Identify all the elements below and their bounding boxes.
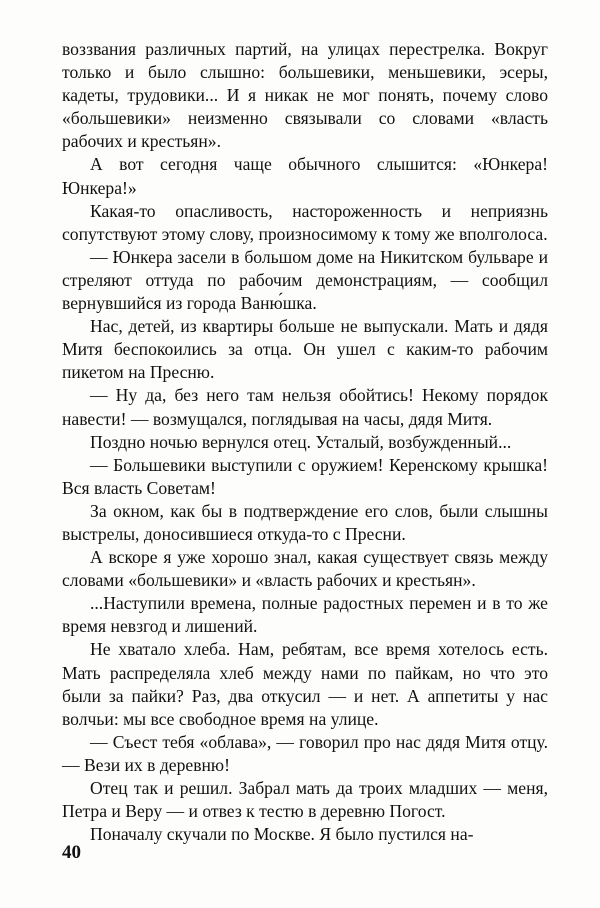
paragraph: — Съест тебя «облава», — говорил про нас дядя Митя отцу. — Вези их в деревню! [62, 731, 548, 775]
paragraph: воззвания различных партий, на улицах перестрелка. Вокруг только и было слышно: большевики, меньшевики, эсеры, кадеты, трудовики... И я никак не мог понять, почему слово «большевики» неизменно связывали со словами «власть рабочих и крестьян». [62, 39, 548, 152]
paragraph: — Большевики выступили с оружием! Керенскому крышка! Вся власть Советам! [62, 454, 548, 498]
paragraph: А вскоре я уже хорошо знал, какая существует связь между словами «большевики» и «власть рабочих и крестьян». [62, 547, 548, 591]
paragraph: — Юнкера засели в большом доме на Никитском бульваре и стреляют оттуда по рабочим демонстрациям, — сообщил вернувшийся из города Ваню́шка. [62, 246, 548, 314]
paragraph: Какая-то опасливость, настороженность и неприязнь сопутствуют этому слову, произносимому к тому же вполголоса. [62, 200, 548, 244]
body-text [62, 38, 548, 846]
paragraph: А вот сегодня чаще обычного слышится: «Юнкера! Юнкера!» [62, 154, 548, 198]
page-number: 40 [62, 842, 81, 863]
paragraph: ...Наступили времена, полные радостных перемен и в то же время невзгод и лишений. [62, 593, 548, 637]
paragraph: — Ну да, без него там нельзя обойтись! Некому порядок навести! — возмущался, поглядывая на часы, дядя Митя. [62, 385, 548, 429]
paragraph: Отец так и решил. Забрал мать да троих младших — меня, Петра и Веру — и отвез к тестю в деревню Погост. [62, 778, 548, 822]
paragraph: Поздно ночью вернулся отец. Усталый, возбужденный... [90, 431, 512, 452]
paragraph: Поначалу скучали по Москве. Я было пустился на- [90, 824, 474, 845]
paragraph: Не хватало хлеба. Нам, ребятам, все время хотелось есть. Мать распределяла хлеб между нами по пайкам, но что это были за пайки? Раз, два откусил — и нет. А аппетиты у нас волчьи: мы все свободное время на улице. [62, 639, 548, 729]
paragraph: Нас, детей, из квартиры больше не выпускали. Мать и дядя Митя беспокоились за отца. Он ушел с каким-то рабочим пикетом на Пресню. [62, 316, 548, 383]
paragraph: За окном, как бы в подтверждение его слов, были слышны выстрелы, доносившиеся откуда-то с Пресни. [62, 500, 548, 544]
